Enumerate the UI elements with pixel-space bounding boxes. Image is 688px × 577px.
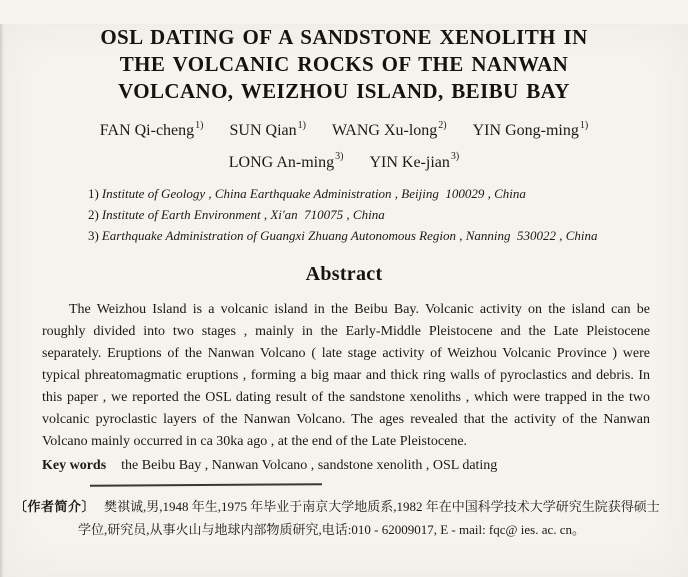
affiliation-item [88, 204, 688, 225]
keywords-text: the Beibu Bay , Nanwan Volcano , sandstone xenolith , OSL dating [121, 457, 498, 473]
author [332, 122, 447, 139]
scan-edge-artifact [0, 24, 4, 577]
affiliation-marker: 1) [88, 185, 99, 201]
affiliation-marker: 3) [88, 227, 99, 243]
title-line-1: OSL DATING OF A SANDSTONE XENOLITH IN [100, 25, 588, 49]
keywords-row [42, 455, 650, 477]
affiliation-text: Institute of Geology , China Earthquake Administration , Beijing 100029 , China [101, 185, 526, 201]
author-name: YIN Ke-jian [369, 153, 450, 171]
keywords-label: Key words [42, 457, 107, 473]
authors-row-1 [0, 115, 688, 143]
abstract-heading: Abstract [305, 262, 383, 285]
affiliations-list [88, 183, 688, 246]
affiliation-item [88, 183, 688, 204]
author [228, 151, 344, 171]
author-affiliation-superscript: 1) [297, 120, 306, 131]
author-name: YIN Gong-ming [472, 122, 579, 140]
title-line-2: THE VOLCANIC ROCKS OF THE NANWAN [119, 52, 569, 76]
author [230, 122, 306, 139]
author-name: LONG An-ming [228, 153, 335, 171]
author [369, 151, 460, 171]
paper-page [0, 24, 688, 577]
affiliation-text: Institute of Earth Environment , Xi'an 710075 , China [101, 206, 385, 222]
author-name: WANG Xu-long [331, 122, 438, 140]
article-title [10, 24, 678, 105]
author-affiliation-superscript: 1) [195, 120, 204, 131]
footnote-divider [90, 483, 322, 487]
affiliation-item [88, 225, 688, 246]
affiliation-marker: 2) [88, 206, 99, 222]
authors-row-2 [0, 146, 688, 174]
affiliation-text: Earthquake Administration of Guangxi Zhuang Autonomous Region , Nanning 530022 , China [101, 227, 598, 243]
author [100, 122, 204, 139]
author-affiliation-superscript: 3) [450, 151, 460, 163]
author-affiliation-superscript: 2) [438, 120, 447, 131]
author-affiliation-superscript: 1) [579, 120, 589, 131]
title-line-3: VOLCANO, WEIZHOU ISLAND, BEIBU BAY [118, 79, 570, 103]
author-name: FAN Qi-cheng [99, 122, 195, 140]
author-affiliation-superscript: 3) [335, 151, 344, 163]
abstract-paragraph: The Weizhou Island is a volcanic island in the Beibu Bay. Volcanic activity on the island can be roughly divided into two stages , mainly in the Early-Middle Pleistocene and the Late Pleistocene separately. Eruptions of the Nanwan Volcano ( late stage activity of Weizhou Volcanic Province ) were typical phreatomagmatic eruptions , forming a big maar and thick ring walls of pyroclastics and debris. In this paper , we reported the OSL dating result of the sandstone xenoliths , which were trapped in the two volcanic pyroclastic layers of the Nanwan Volcano. The ages revealed that the activity of the Nanwan Volcano mainly occurred in ca 30ka ago , at the end of the Late Pleistocene. [42, 301, 650, 449]
footnote-text: 樊祺诚,男,1948 年生,1975 年毕业于南京大学地质系,1982 年在中国科学技术大学研究生院获得硕士学位,研究员,从事火山与地球内部物质研究,电话:010 - 62009017, E - mail: fqc@ ies. ac. cn。 [78, 498, 660, 537]
footnote-label: 〔作者简介〕 [14, 498, 96, 514]
author-bio-footnote [14, 495, 664, 541]
author [473, 122, 589, 139]
author-name: SUN Qian [229, 122, 297, 140]
